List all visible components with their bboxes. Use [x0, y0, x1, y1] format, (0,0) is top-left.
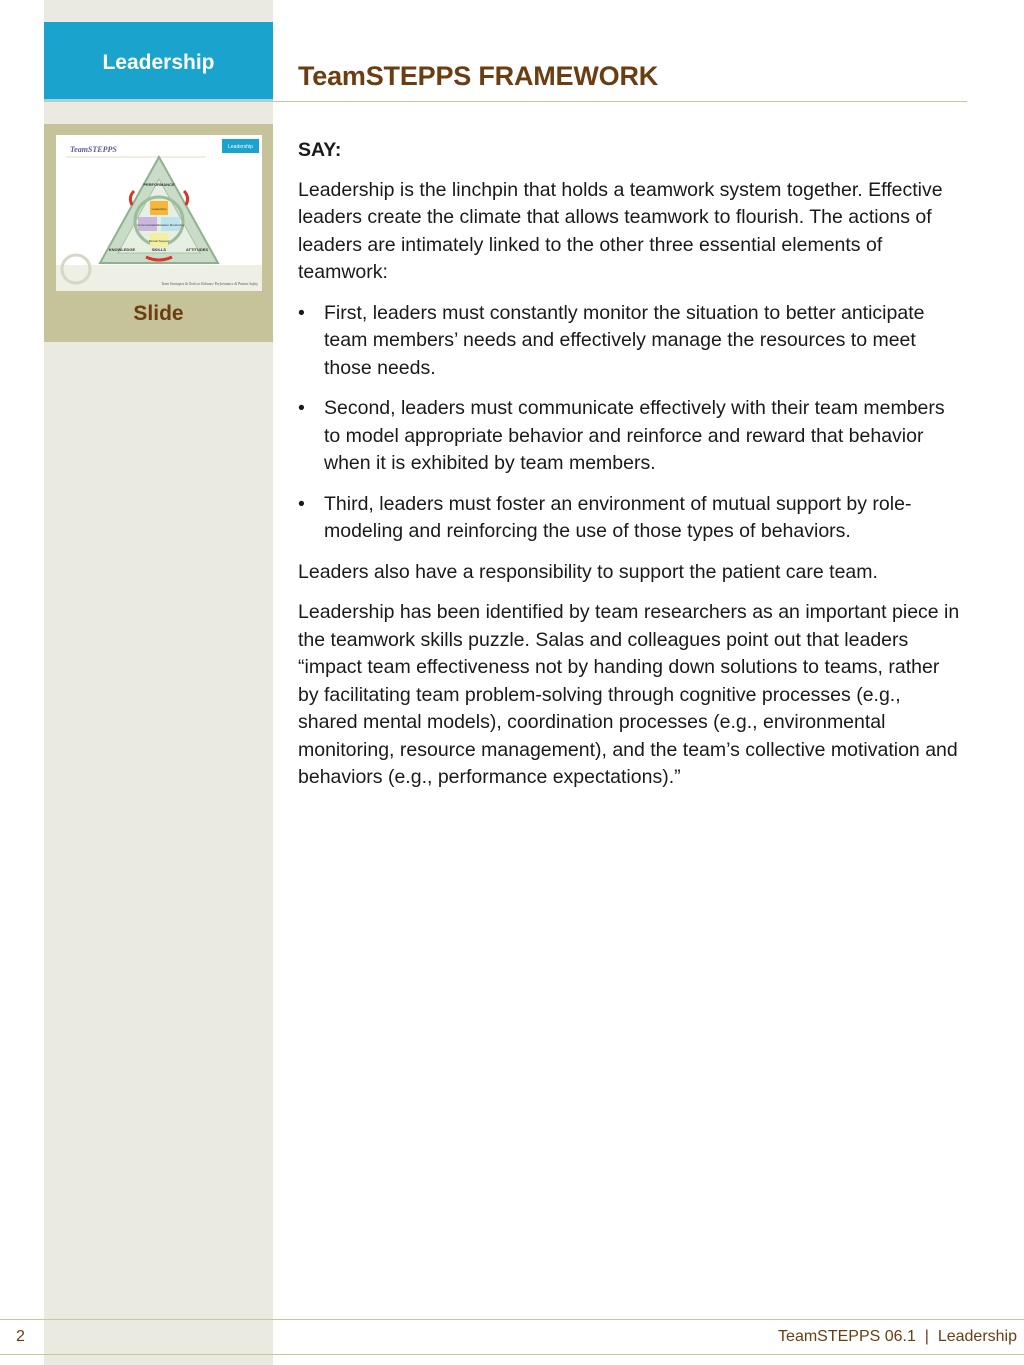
section-tab-label: Leadership [102, 51, 215, 74]
thumbnail-box-communication: Communication [137, 223, 158, 227]
slide-thumbnail [56, 135, 262, 291]
slide-panel [44, 124, 273, 342]
page-number: 2 [16, 1328, 25, 1345]
bullet-text: Third, leaders must foster an environment of mutual support by role-modeling and reinforcing the use of those types of behaviors. [324, 492, 912, 542]
thumbnail-corner-right: ATTITUDES [185, 247, 209, 252]
thumbnail-tab-label: Leadership [228, 144, 253, 150]
bullet-text: First, leaders must constantly monitor the situation to better anticipate team members’ needs and effectively manage the resources to meet those needs. [324, 301, 925, 379]
support-paragraph: Leaders also have a responsibility to support the patient care team. [298, 560, 878, 583]
thumbnail-box-leadership: Leadership [151, 207, 167, 211]
bullet-marker: • [298, 492, 305, 515]
list-item [298, 300, 960, 383]
section-tab [44, 22, 273, 102]
bullet-marker: • [298, 301, 305, 324]
thumbnail-footer: Team Strategies & Tools to Enhance Performance & Patient Safety [161, 282, 258, 286]
slide-label: Slide [133, 302, 184, 325]
bullet-text: Second, leaders must communicate effectively with their team members to model appropriate behavior and reinforce and reward that behavior when it is exhibited by team members. [324, 397, 945, 474]
thumbnail-box-mutual-support: Mutual Support [148, 239, 170, 243]
page-title: TeamSTEPPS FRAMEWORK [298, 61, 659, 91]
footer-text: TeamSTEPPS 06.1 | Leadership [778, 1328, 1017, 1345]
intro-paragraph: Leadership is the linchpin that holds a teamwork system together. Effective leaders create the climate that allows teamwork to flourish. The actions of leaders are intimately linked to the other three essential elements of teamwork: [298, 178, 943, 283]
thumbnail-corner-left: KNOWLEDGE [108, 247, 136, 252]
thumbnail-brand: TeamSTEPPS [70, 145, 117, 154]
title-divider [273, 101, 967, 102]
list-item [298, 491, 960, 546]
research-paragraph: Leadership has been identified by team researchers as an important piece in the teamwork skills puzzle. Salas and colleagues point out that leaders “impact team effectiveness not by handing down solutions to teams, rather by facilitating team problem-solving through cognitive processes (e.g., shared mental models), coordination processes (e.g., environmental monitoring, resource management), and the team’s collective motivation and behaviors (e.g., performance expectations).” [298, 601, 960, 788]
say-label: SAY: [298, 139, 342, 161]
thumbnail-corner-bottom: SKILLS [151, 247, 167, 252]
footer-divider-bottom [0, 1354, 1024, 1355]
bullet-list [298, 300, 960, 546]
notes-content [298, 137, 960, 805]
footer-divider-top [0, 1319, 1024, 1320]
slide-thumbnail-graphic [56, 135, 262, 291]
bullet-marker: • [298, 397, 305, 419]
thumbnail-corner-top: PERFORMANCE [143, 182, 175, 187]
list-item [298, 395, 960, 478]
thumbnail-box-situation-monitoring: Situation Monitoring [157, 223, 184, 227]
